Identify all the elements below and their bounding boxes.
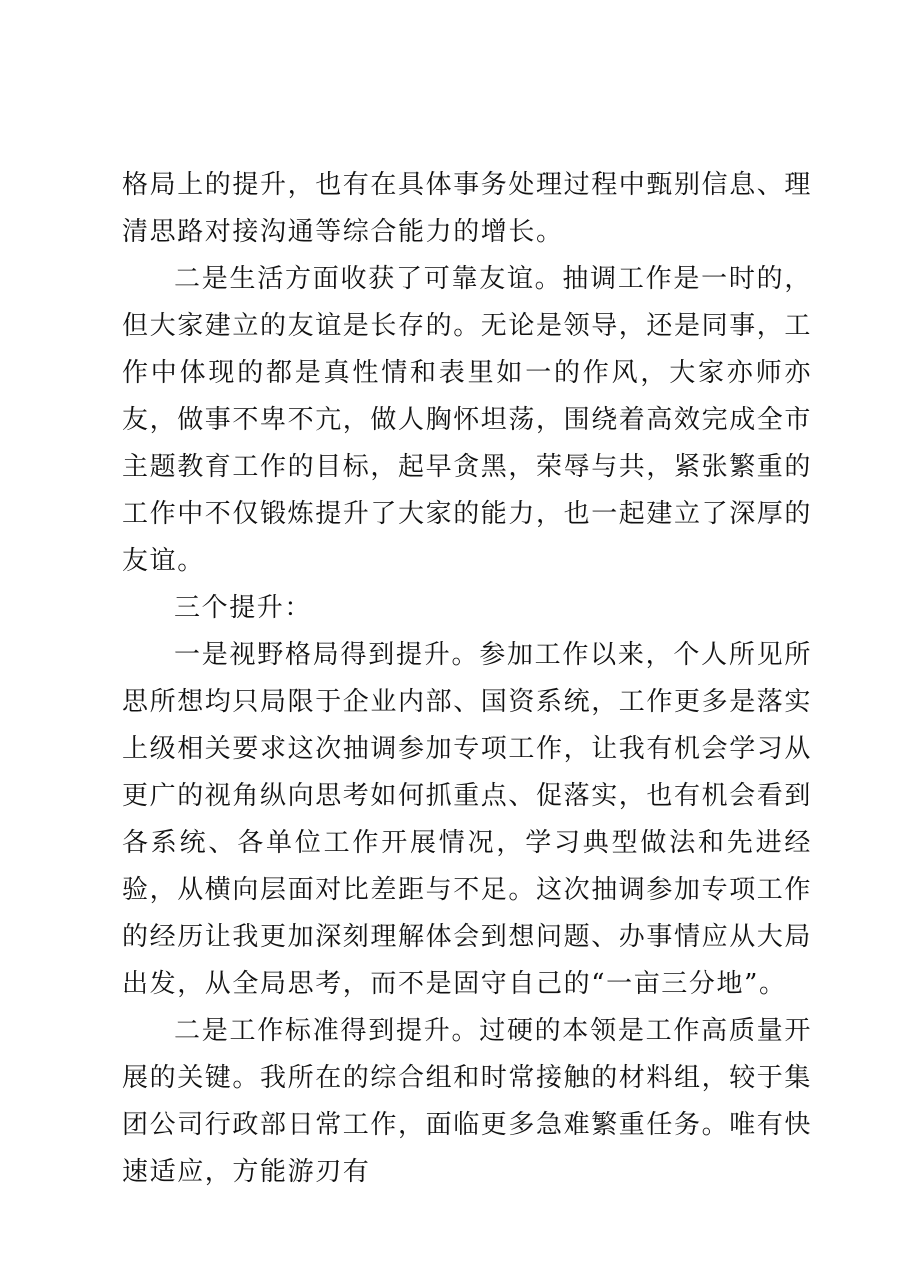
document-body <box>122 162 812 1196</box>
paragraph-vision-improvement: 一是视野格局得到提升。参加工作以来，个人所见所思所想均只局限于企业内部、国资系统，工作更多是落实上级相关要求这次抽调参加专项工作，让我有机会学习从更广的视角纵向思考如何抓重点、促落实，也有机会看到各系统、各单位工作开展情况，学习典型做法和先进经验，从横向层面对比差距与不足。这次抽调参加专项工作的经历让我更加深刻理解体会到想问题、办事情应从大局出发，从全局思考，而不是固守自己的“一亩三分地”。 <box>122 640 813 999</box>
paragraph-work-standard-improvement: 二是工作标准得到提升。过硬的本领是工作高质量开展的关键。我所在的综合组和时常接触的材料组，较于集团公司行政部日常工作，面临更多急难繁重任务。唯有快速适应，方能游刃有 <box>122 1016 813 1187</box>
section-heading-three-improvements: 三个提升： <box>174 593 313 623</box>
paragraph-continuation: 格局上的提升，也有在具体事务处理过程中甄别信息、理清思路对接沟通等综合能力的增长。 <box>122 170 813 247</box>
paragraph-life-friendship: 二是生活方面收获了可靠友谊。抽调工作是一时的，但大家建立的友谊是长存的。无论是领导，还是同事，工作中体现的都是真性情和表里如一的作风，大家亦师亦友，做事不卑不亢，做人胸怀坦荡，围绕着高效完成全市主题教育工作的目标，起早贪黑，荣辱与共，紧张繁重的工作中不仅锻炼提升了大家的能力，也一起建立了深厚的友谊。 <box>122 264 813 576</box>
